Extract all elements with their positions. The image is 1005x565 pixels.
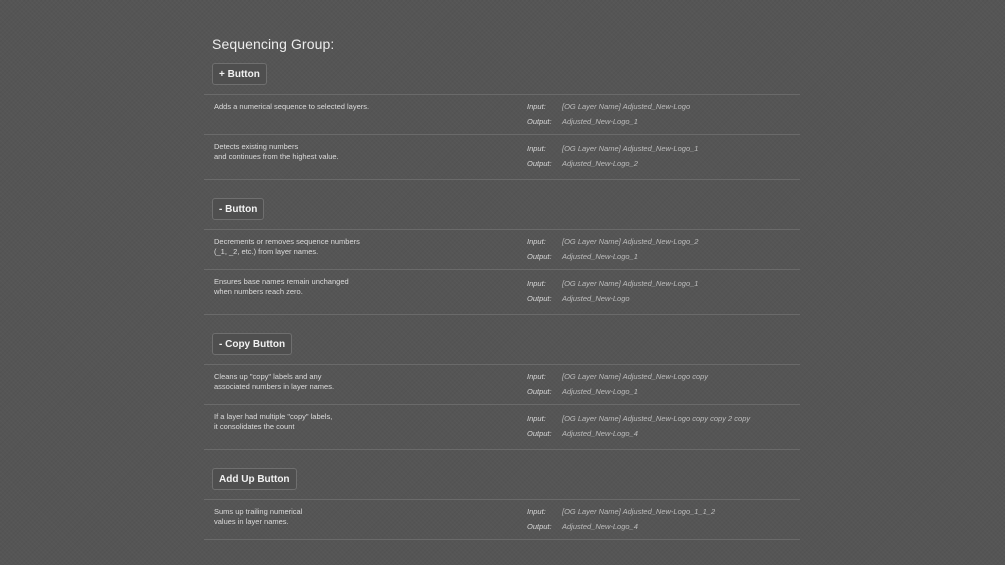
input-value: [OG Layer Name] Adjusted_New-Logo_2 bbox=[562, 237, 699, 246]
table-row bbox=[204, 365, 800, 405]
output-example bbox=[527, 117, 638, 126]
input-example bbox=[527, 144, 698, 153]
output-label: Output: bbox=[527, 159, 552, 168]
output-value: Adjusted_New-Logo_4 bbox=[562, 429, 638, 438]
output-value: Adjusted_New-Logo bbox=[562, 294, 630, 303]
output-label: Output: bbox=[527, 387, 552, 396]
input-label: Input: bbox=[527, 279, 546, 288]
input-value: [OG Layer Name] Adjusted_New-Logo copy bbox=[562, 372, 709, 381]
input-example bbox=[527, 102, 690, 111]
output-label: Output: bbox=[527, 294, 552, 303]
table-row bbox=[204, 135, 800, 180]
input-example bbox=[527, 414, 750, 423]
input-value: [OG Layer Name] Adjusted_New-Logo bbox=[562, 102, 691, 111]
minus-button[interactable]: - Button bbox=[212, 198, 264, 220]
row-description: Ensures base names remain unchanged when numbers reach zero. bbox=[214, 277, 349, 296]
description-table bbox=[204, 229, 800, 315]
row-description: Detects existing numbers and continues from the highest value. bbox=[214, 142, 339, 161]
table-row bbox=[204, 500, 800, 540]
output-value: Adjusted_New-Logo_1 bbox=[562, 117, 638, 126]
add-up-button[interactable]: Add Up Button bbox=[212, 468, 297, 490]
description-table bbox=[204, 499, 800, 540]
description-table bbox=[204, 94, 800, 180]
copy-button[interactable]: - Copy Button bbox=[212, 333, 292, 355]
output-example bbox=[527, 522, 638, 531]
table-row bbox=[204, 230, 800, 270]
output-example bbox=[527, 159, 638, 168]
description-table bbox=[204, 364, 800, 450]
input-example bbox=[527, 372, 708, 381]
input-label: Input: bbox=[527, 414, 546, 423]
input-label: Input: bbox=[527, 102, 546, 111]
input-example bbox=[527, 279, 698, 288]
input-label: Input: bbox=[527, 144, 546, 153]
output-example bbox=[527, 429, 638, 438]
output-label: Output: bbox=[527, 117, 552, 126]
output-value: Adjusted_New-Logo_4 bbox=[562, 522, 638, 531]
output-value: Adjusted_New-Logo_1 bbox=[562, 387, 638, 396]
input-label: Input: bbox=[527, 237, 546, 246]
output-label: Output: bbox=[527, 252, 552, 261]
row-description: Decrements or removes sequence numbers (_1, _2, etc.) from layer names. bbox=[214, 237, 360, 256]
row-description: Adds a numerical sequence to selected layers. bbox=[214, 102, 370, 111]
input-value: [OG Layer Name] Adjusted_New-Logo_1 bbox=[562, 279, 699, 288]
output-value: Adjusted_New-Logo_1 bbox=[562, 252, 638, 261]
output-example bbox=[527, 387, 638, 396]
row-description: Cleans up "copy" labels and any associated numbers in layer names. bbox=[214, 372, 335, 391]
output-example bbox=[527, 252, 638, 261]
output-example bbox=[527, 294, 630, 303]
input-label: Input: bbox=[527, 372, 546, 381]
output-label: Output: bbox=[527, 429, 552, 438]
input-example bbox=[527, 507, 715, 516]
plus-button[interactable]: + Button bbox=[212, 63, 267, 85]
input-value: [OG Layer Name] Adjusted_New-Logo copy copy 2 copy bbox=[562, 414, 751, 423]
table-row bbox=[204, 95, 800, 135]
row-description: Sums up trailing numerical values in layer names. bbox=[214, 507, 303, 526]
input-label: Input: bbox=[527, 507, 546, 516]
input-value: [OG Layer Name] Adjusted_New-Logo_1_1_2 bbox=[562, 507, 716, 516]
table-row bbox=[204, 405, 800, 450]
row-description: If a layer had multiple "copy" labels, it consolidates the count bbox=[214, 412, 333, 431]
output-value: Adjusted_New-Logo_2 bbox=[562, 159, 638, 168]
page-title: Sequencing Group: bbox=[212, 36, 335, 52]
input-example bbox=[527, 237, 698, 246]
table-row bbox=[204, 270, 800, 315]
input-value: [OG Layer Name] Adjusted_New-Logo_1 bbox=[562, 144, 699, 153]
output-label: Output: bbox=[527, 522, 552, 531]
